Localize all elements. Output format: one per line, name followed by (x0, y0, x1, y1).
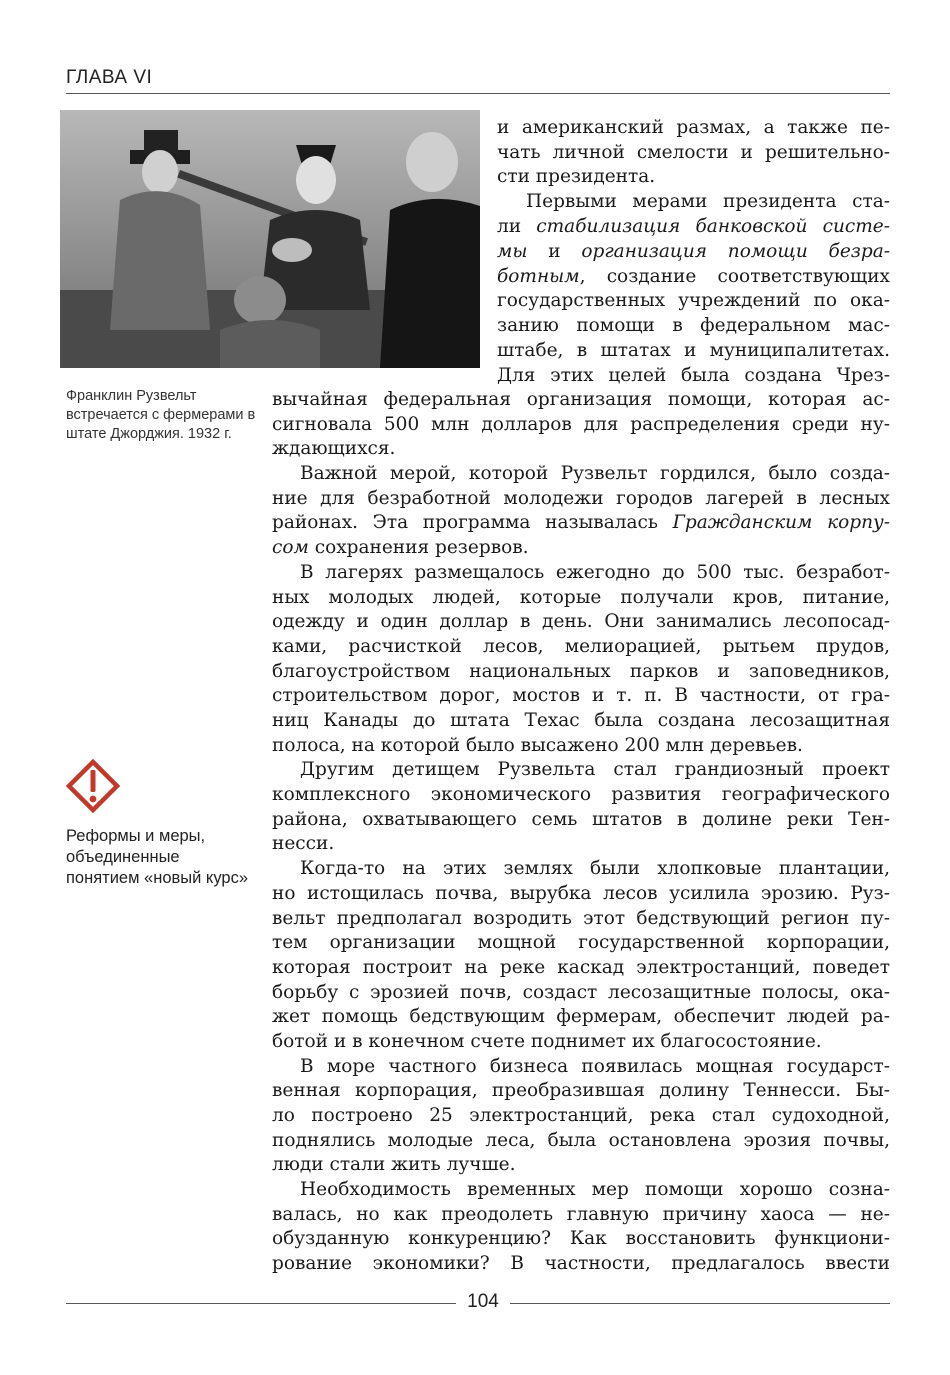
text-line: ных молодых людей, которые получали кров, питание, (272, 587, 890, 608)
text-line: Для этих целей была создана Чрез- (497, 365, 890, 386)
text-line-italic-terms: ли стабилизация банковской систе- (497, 216, 890, 237)
text-line: рование экономики? В частности, предлагалось ввести (272, 1253, 890, 1274)
text-line: несси. (272, 833, 335, 854)
footer-rule-right (510, 1303, 890, 1304)
photo-caption: Франклин Рузвельт встречается с фермерами в штате Джорджия. 1932 г. (66, 388, 256, 442)
text-line: штабе, в штатах и муниципалитетах. (497, 340, 890, 361)
text-line: Первыми мерами президента ста- (526, 191, 890, 212)
text-line: комплексного экономического развития географического (272, 784, 890, 805)
text-line: но истощилась почва, вырубка лесов усилила эрозию. Руз- (272, 883, 890, 904)
text-line: поднялись молодые леса, была остановлена эрозия почвы, (272, 1130, 890, 1151)
footer-rule-left (66, 1303, 456, 1304)
text-line: которая построит на реке каскад электростанций, поведет (272, 957, 890, 978)
text-line: чать личной смелости и решительно- (497, 142, 890, 163)
text-line: ками, расчисткой лесов, мелиорацией, рытьем прудов, (272, 636, 890, 657)
page-number: 104 (467, 1291, 499, 1312)
chapter-heading: ГЛАВА VI (66, 67, 153, 88)
text-line: ждающихся. (272, 438, 396, 459)
text-line: и американский размах, а также пе- (497, 117, 890, 138)
text-line: венная корпорация, преобразившая долину Теннесси. Бы- (272, 1080, 890, 1101)
text-line: Когда-то на этих землях были хлопковые плантации, (300, 858, 890, 879)
text-line: района, охватывающего семь штатов в долине реки Тен- (272, 809, 890, 830)
text-line: тем организации мощной государственной корпорации, (272, 932, 890, 953)
historical-photo (60, 110, 480, 368)
text-line: борьбу с эрозией почв, создаст лесозащитные полосы, ока- (272, 982, 890, 1003)
text-line: Необходимость временных мер помощи хорошо созна- (300, 1179, 890, 1200)
text-line: люди стали жить лучше. (272, 1154, 516, 1175)
text-line: вычайная федеральная организация помощи, которая ас- (272, 389, 890, 410)
warning-sign-icon (64, 757, 122, 815)
text-line: валась, но как преодолеть главную причину хаоса — не- (272, 1204, 890, 1225)
text-line-italic-terms: сом сохранения резервов. (272, 537, 529, 558)
text-line: ло построено 25 электростанций, река стал судоходной, (272, 1105, 890, 1126)
text-line: государственных учреждений по ока- (497, 290, 890, 311)
margin-note: Реформы и меры, объединенные понятием «новый курс» (66, 827, 248, 887)
text-line: полоса, на которой было высажено 200 млн деревьев. (272, 735, 803, 756)
text-line: ниц Канады до штата Техас была создана лесозащитная (272, 710, 890, 731)
text-line: одежду и один доллар в день. Они занимались лесопосад- (272, 611, 890, 632)
text-line: ние для безработной молодежи городов лагерей в лесных (272, 488, 890, 509)
text-line: Важной мерой, которой Рузвельт гордился, было созда- (300, 463, 890, 484)
text-line: благоустройством национальных парков и заповедников, (272, 661, 890, 682)
text-line: В лагерях размещалось ежегодно до 500 тыс. безработ- (300, 562, 890, 583)
text-line: сигновала 500 млн долларов для распределения среди ну- (272, 414, 890, 435)
text-line: В море частного бизнеса появилась мощная государст- (300, 1056, 890, 1077)
text-line-italic-terms: районах. Эта программа называлась Гражданским корпу- (272, 512, 890, 533)
header-rule (66, 93, 890, 94)
text-line: вельт предполагал возродить этот бедствующий регион пу- (272, 908, 890, 929)
text-line: обузданную конкуренцию? Как восстановить функциони- (272, 1228, 890, 1249)
text-line: Другим детищем Рузвельта стал грандиозный проект (300, 759, 890, 780)
text-line: жет помощь бедствующим фермерам, обеспечит людей ра- (272, 1006, 890, 1027)
text-line: строительством дорог, мостов и т. п. В частности, от гра- (272, 685, 890, 706)
text-line: ботой и в конечном счете поднимет их благосостояние. (272, 1031, 822, 1052)
text-line-italic-terms: мы и организация помощи безра- (497, 241, 891, 262)
text-line: сти президента. (497, 166, 656, 187)
text-line-italic-terms: ботным, создание соответствующих (497, 266, 890, 287)
text-line: занию помощи в федеральном мас- (497, 315, 890, 336)
